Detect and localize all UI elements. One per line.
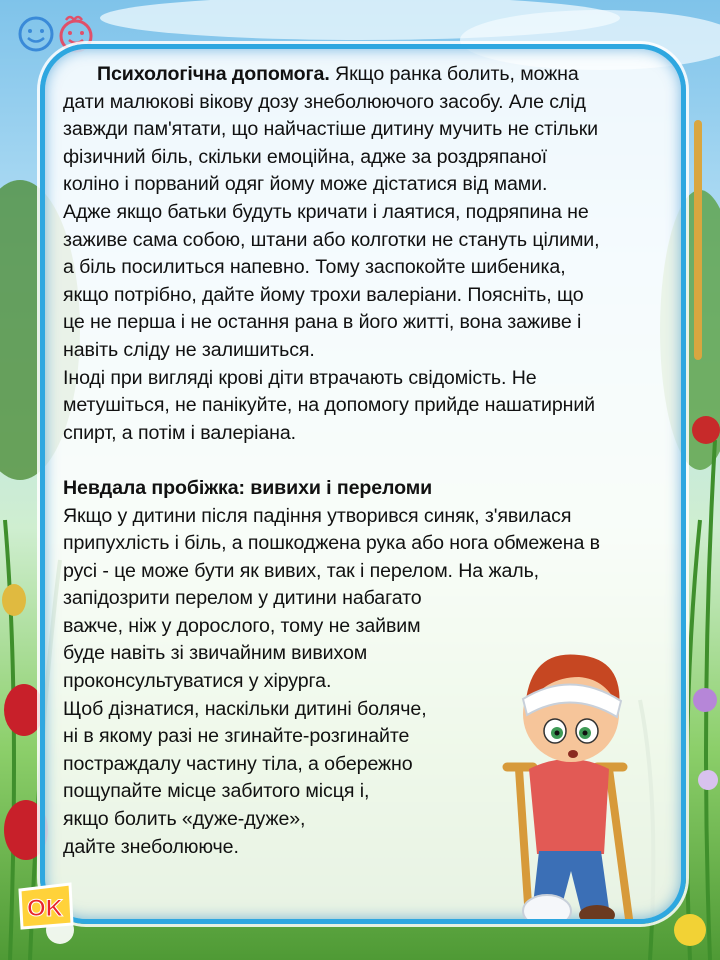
text-line: завжди пам'ятати, що найчастіше дитину мучить не стільки	[63, 118, 599, 141]
text-line: якщо болить «дуже-дуже»,	[63, 808, 306, 831]
text-line: Іноді при вигляді крові діти втрачають свідомість. Не	[63, 366, 537, 389]
ok-badge-label: OK	[27, 895, 63, 922]
text-line: дати малюкові вікову дозу знеболюючого засобу. Але слід	[63, 90, 586, 113]
text-line: метушіться, не панікуйте, на допомогу прийде нашатирний	[63, 394, 596, 417]
ok-badge	[14, 880, 76, 932]
text-line: пощупайте місце забитого місця і,	[63, 780, 370, 803]
text-line: фізичний біль, скільки емоційна, адже за роздряпаної	[63, 145, 548, 168]
text-line: дайте знеболююче.	[63, 835, 239, 858]
text-line: Адже якщо батьки будуть кричати і лаятися, подряпина не	[63, 200, 589, 223]
text-line: навіть сліду не залишиться.	[63, 338, 315, 361]
content-card	[40, 44, 686, 924]
injured-boy-illustration	[489, 619, 686, 924]
blank-line	[63, 447, 675, 475]
text-line: спирт, а потім і валеріана.	[63, 421, 296, 444]
section2-title: Невдала пробіжка: вивихи і переломи	[63, 476, 433, 499]
text-line: проконсультуватися у хірурга.	[63, 670, 332, 693]
text-line: русі - це може бути як вивих, так і перелом. На жаль,	[63, 559, 540, 582]
section1-first-line	[63, 61, 675, 89]
text-line: важче, ніж у дорослого, тому не зайвим	[63, 614, 421, 637]
text-line: коліно і порваний одяг йому може дістатися від мами.	[63, 173, 548, 196]
text-line: заживе сама собою, штани або колготки не стануть цілими,	[63, 228, 600, 251]
text-line: буде навіть зі звичайним вивихом	[63, 642, 368, 665]
text-line: постраждалу частину тіла, а обережно	[63, 752, 413, 775]
text-line: а біль посилиться напевно. Тому заспокойте шибеника,	[63, 256, 566, 279]
text-line: Якщо у дитини після падіння утворився синяк, з'явилася	[63, 504, 572, 527]
text-line: запідозрити перелом у дитини набагато	[63, 587, 422, 610]
text-line: Якщо ранка болить, можна	[329, 63, 579, 85]
text-line: це не перша і не остання рана в його житті, вона заживе і	[63, 311, 582, 334]
text-line: припухлість і біль, а пошкоджена рука або нога обмежена в	[63, 532, 600, 555]
text-line: якщо потрібно, дайте йому трохи валеріани. Поясніть, що	[63, 283, 584, 306]
section1-title: Психологічна допомога.	[97, 63, 330, 85]
text-line: Щоб дізнатися, наскільки дитині боляче,	[63, 697, 427, 720]
text-line: ні в якому разі не згинайте-розгинайте	[63, 725, 410, 748]
